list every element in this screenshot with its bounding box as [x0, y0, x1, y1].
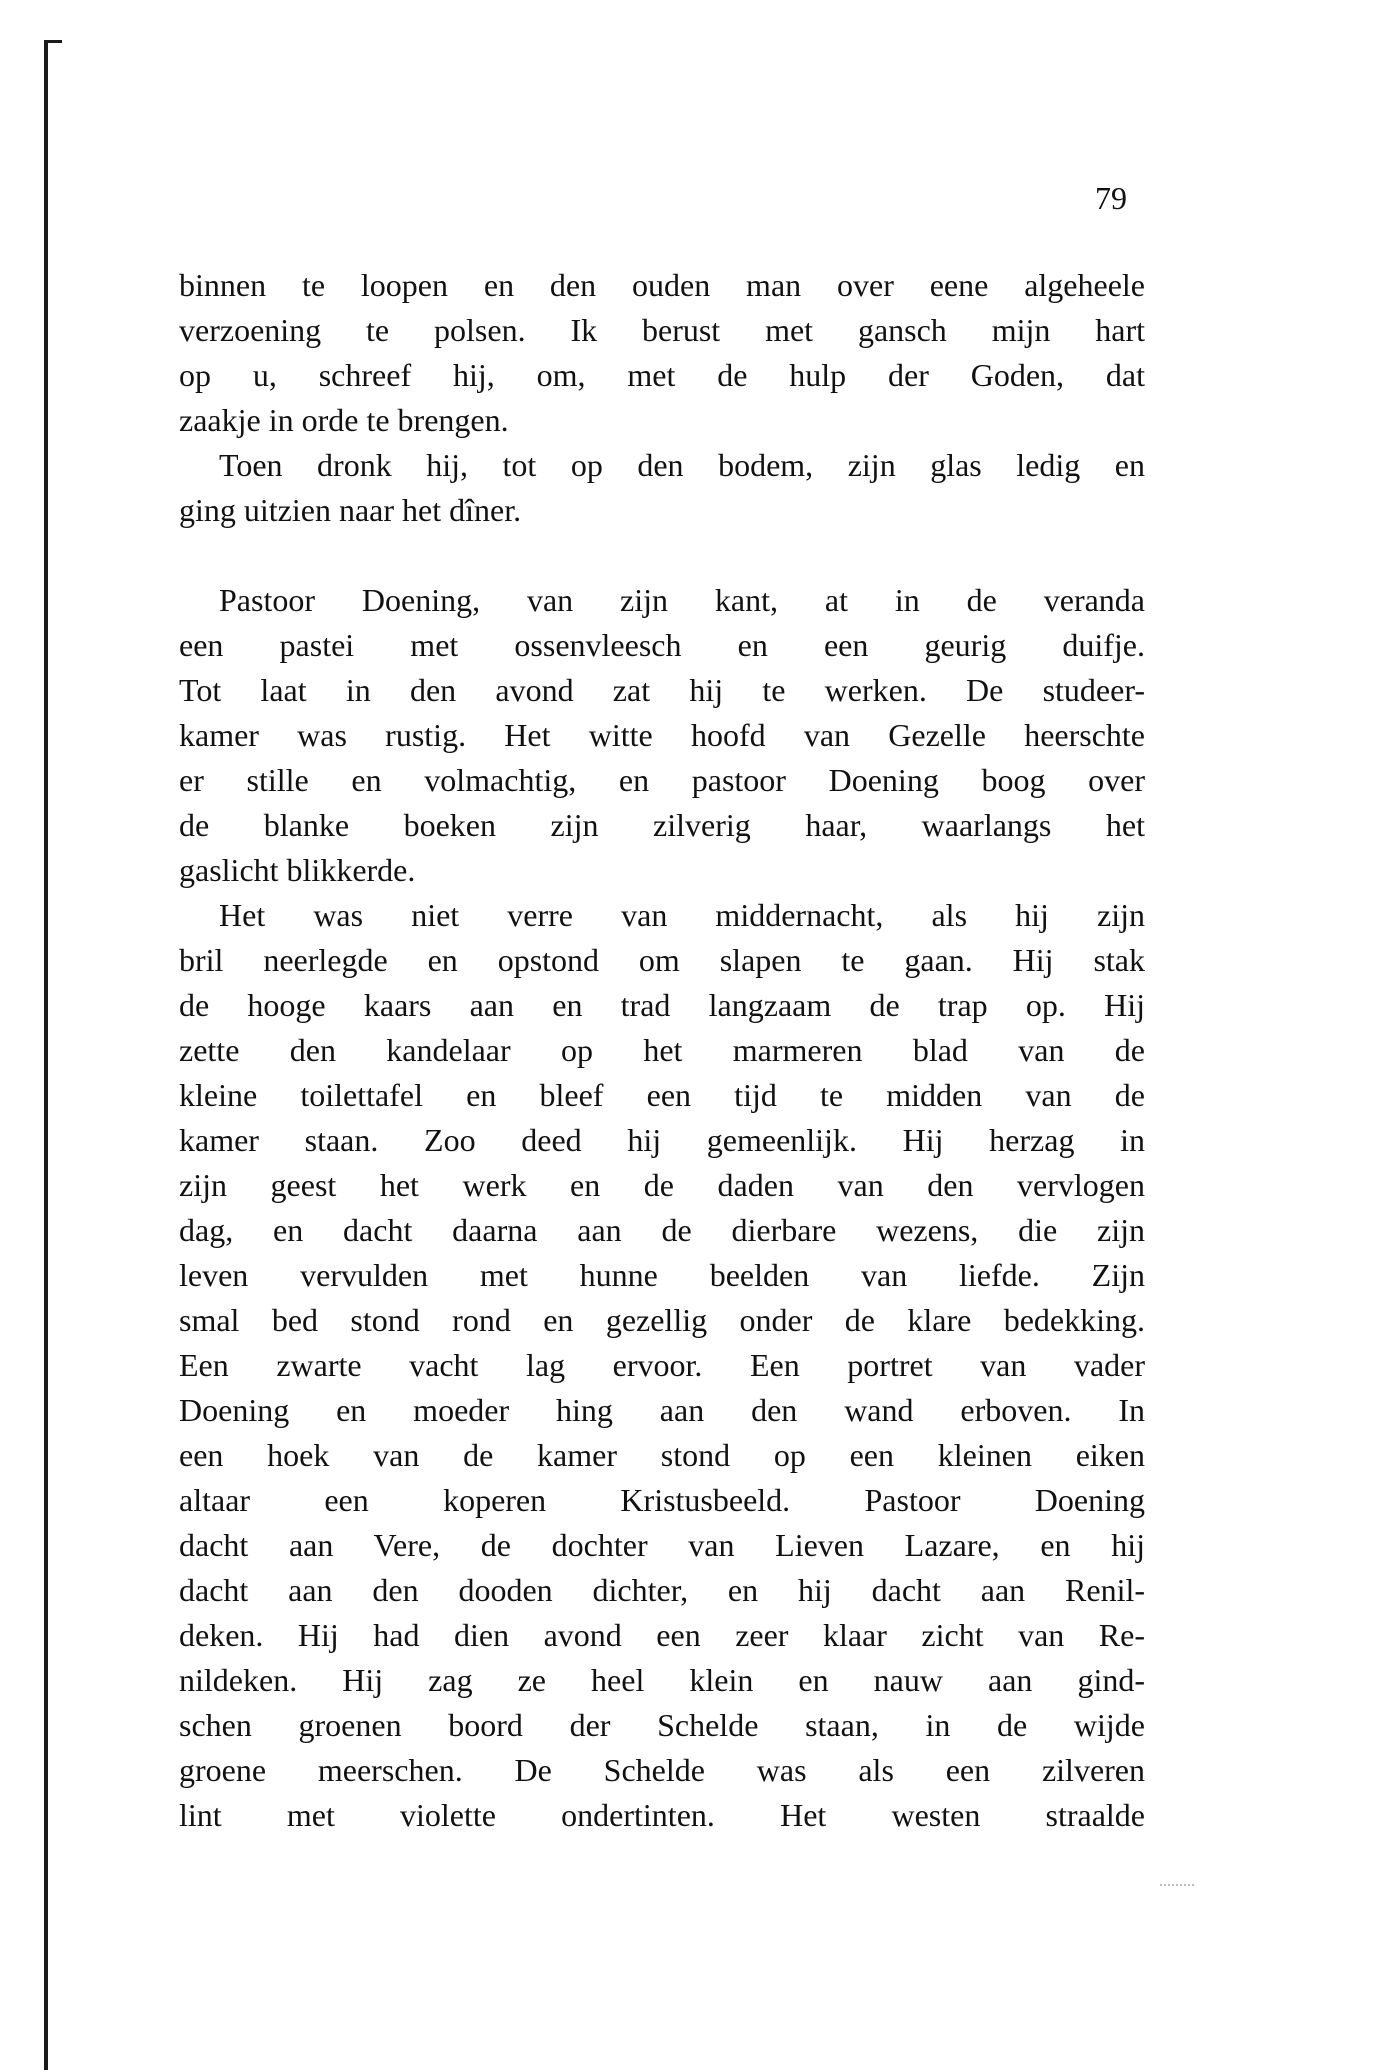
- text-line: leven vervulden met hunne beelden van liefde. Zijn: [179, 1257, 1145, 1293]
- body-text: [179, 263, 1145, 1838]
- text-line: er stille en volmachtig, en pastoor Doening boog over: [179, 762, 1145, 798]
- scan-specks: [1160, 1884, 1194, 1888]
- text-line: op u, schreef hij, om, met de hulp der Goden, dat: [179, 357, 1145, 393]
- page-number: 79: [1095, 180, 1127, 216]
- text-line: ging uitzien naar het dîner.: [179, 492, 522, 528]
- text-line: kleine toilettafel en bleef een tijd te midden van de: [179, 1077, 1145, 1113]
- paragraph: [179, 893, 1145, 1838]
- text-line: lint met violette ondertinten. Het westen straalde: [179, 1797, 1145, 1833]
- text-line: een pastei met ossenvleesch en een geurig duifje.: [179, 627, 1145, 663]
- text-line: dag, en dacht daarna aan de dierbare wezens, die zijn: [179, 1212, 1145, 1248]
- text-line: altaar een koperen Kristusbeeld. Pastoor Doening: [179, 1482, 1145, 1518]
- text-line: zijn geest het werk en de daden van den vervlogen: [179, 1167, 1145, 1203]
- text-line: kamer staan. Zoo deed hij gemeenlijk. Hij herzag in: [179, 1122, 1145, 1158]
- text-line: smal bed stond rond en gezellig onder de klare bedekking.: [179, 1302, 1145, 1338]
- text-line: binnen te loopen en den ouden man over eene algeheele: [179, 267, 1145, 303]
- text-line: Tot laat in den avond zat hij te werken. De studeer-: [179, 672, 1145, 708]
- text-line: groene meerschen. De Schelde was als een zilveren: [179, 1752, 1145, 1788]
- text-line: schen groenen boord der Schelde staan, in de wijde: [179, 1707, 1145, 1743]
- text-line: zaakje in orde te brengen.: [179, 402, 509, 438]
- text-line: de blanke boeken zijn zilverig haar, waarlangs het: [179, 807, 1145, 843]
- text-line: deken. Hij had dien avond een zeer klaar zicht van Re-: [179, 1617, 1145, 1653]
- paragraph: [179, 263, 1145, 443]
- section-break: [179, 533, 1145, 578]
- paragraph: [179, 578, 1145, 893]
- text-line: bril neerlegde en opstond om slapen te gaan. Hij stak: [179, 942, 1145, 978]
- text-line: Toen dronk hij, tot op den bodem, zijn glas ledig en: [219, 447, 1145, 483]
- text-line: de hooge kaars aan en trad langzaam de trap op. Hij: [179, 987, 1145, 1023]
- text-line: Het was niet verre van middernacht, als hij zijn: [219, 897, 1145, 933]
- text-line: verzoening te polsen. Ik berust met gansch mijn hart: [179, 312, 1145, 348]
- text-line: Pastoor Doening, van zijn kant, at in de veranda: [219, 582, 1145, 618]
- text-line: een hoek van de kamer stond op een kleinen eiken: [179, 1437, 1145, 1473]
- scan-page-edge-corner: [44, 40, 62, 43]
- scan-page-edge: [44, 42, 48, 2070]
- text-line: zette den kandelaar op het marmeren blad van de: [179, 1032, 1145, 1068]
- text-line: dacht aan Vere, de dochter van Lieven Lazare, en hij: [179, 1527, 1145, 1563]
- text-line: Een zwarte vacht lag ervoor. Een portret van vader: [179, 1347, 1145, 1383]
- text-line: dacht aan den dooden dichter, en hij dacht aan Renil-: [179, 1572, 1145, 1608]
- text-line: kamer was rustig. Het witte hoofd van Gezelle heerschte: [179, 717, 1145, 753]
- text-line: Doening en moeder hing aan den wand erboven. In: [179, 1392, 1145, 1428]
- paragraph: [179, 443, 1145, 533]
- text-line: gaslicht blikkerde.: [179, 852, 416, 888]
- text-line: nildeken. Hij zag ze heel klein en nauw aan gind-: [179, 1662, 1145, 1698]
